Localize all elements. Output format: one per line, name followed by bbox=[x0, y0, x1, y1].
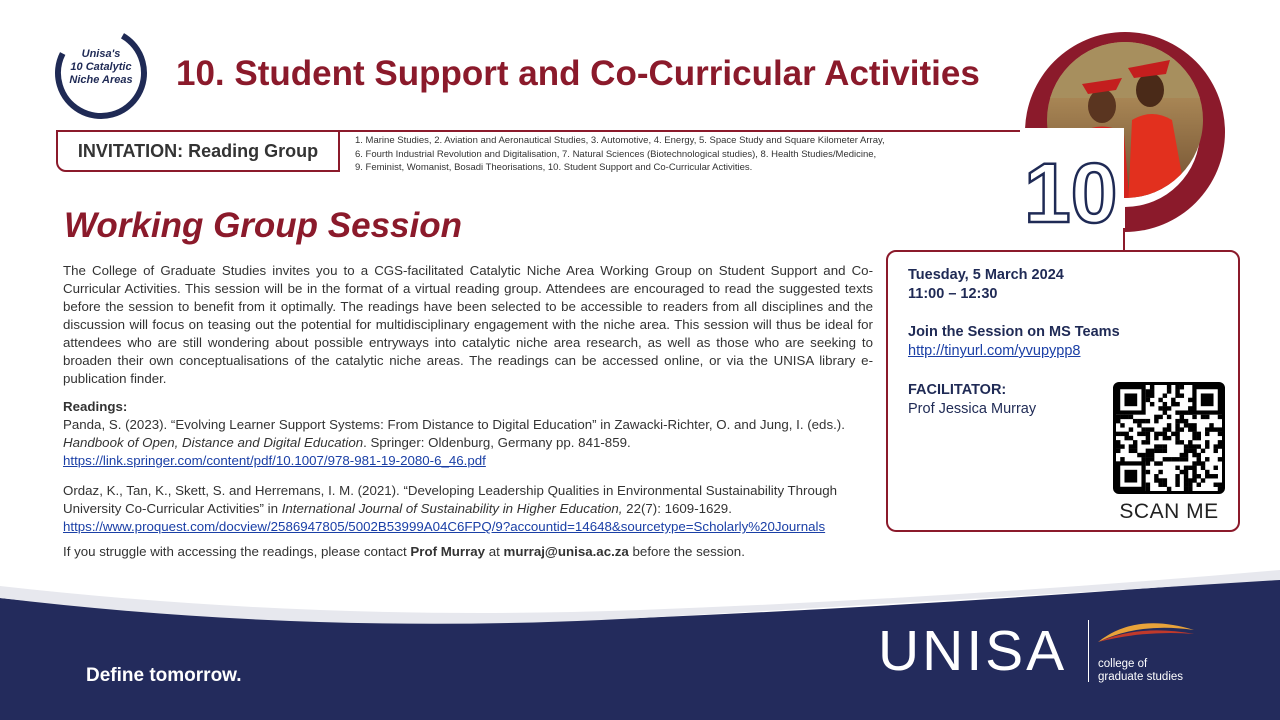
unisa-subtitle-line-1: college of bbox=[1098, 658, 1148, 670]
contact-suffix: before the session. bbox=[628, 544, 745, 559]
reading-2-text: Ordaz, K., Tan, K., Skett, S. and Herremans, I. M. (2021). “Developing Leadership Qualities in Environmental Sustainability Through University Co-Curricular Activities” in bbox=[63, 483, 838, 516]
badge-line-3: Niche Areas bbox=[69, 74, 133, 86]
niche-number: 10 bbox=[1024, 146, 1118, 240]
session-date: Tuesday, 5 March 2024 bbox=[908, 267, 1064, 283]
page-title: 10. Student Support and Co-Curricular Activities bbox=[176, 54, 980, 93]
tagline: Define tomorrow. bbox=[86, 665, 242, 686]
qr-pattern bbox=[1116, 385, 1222, 491]
badge-text bbox=[54, 48, 148, 87]
contact-mid: at bbox=[485, 544, 504, 559]
unisa-subtitle-line-2: graduate studies bbox=[1098, 671, 1184, 683]
join-label: Join the Session on MS Teams bbox=[908, 324, 1120, 340]
teams-link[interactable]: http://tinyurl.com/yvupypp8 bbox=[908, 343, 1081, 359]
reading-1-text: Panda, S. (2023). “Evolving Learner Support Systems: From Distance to Digital Education” in Zawacki-Richter, O. and Jung, I. (eds.). bbox=[63, 417, 845, 432]
reading-2-volume: 22(7): 1609-1629. bbox=[622, 501, 732, 516]
facilitator-name: Prof Jessica Murray bbox=[908, 401, 1037, 417]
readings-section bbox=[63, 398, 878, 548]
niche-areas-line-1: 1. Marine Studies, 2. Aviation and Aeronautical Studies, 3. Automotive, 4. Energy, 5. Space Study and Square Kilometer Array, bbox=[355, 135, 885, 146]
session-info-box bbox=[886, 250, 1240, 532]
reading-1-link[interactable]: https://link.springer.com/content/pdf/10.1007/978-981-19-2080-6_46.pdf bbox=[63, 453, 486, 468]
invitation-label: INVITATION: Reading Group bbox=[56, 130, 340, 172]
niche-areas-list bbox=[355, 134, 1035, 175]
reading-2-link[interactable]: https://www.proquest.com/docview/2586947805/5002B53999A04C6FPQ/9?accountid=14648&sourcetype=Scholarly%20Journals bbox=[63, 519, 826, 534]
graduates-photo-graphic bbox=[1020, 28, 1230, 250]
contact-prefix: If you struggle with accessing the readings, please contact bbox=[63, 544, 411, 559]
facilitator-section bbox=[908, 381, 1036, 419]
reading-1-publisher: . Springer: Oldenburg, Germany pp. 841-859. bbox=[363, 435, 631, 450]
reading-item-2 bbox=[63, 482, 878, 536]
divider-line bbox=[340, 130, 1040, 132]
logo-divider bbox=[1088, 620, 1089, 682]
reading-item-1 bbox=[63, 416, 878, 470]
scan-me-label: SCAN ME bbox=[1119, 500, 1219, 523]
readings-heading: Readings: bbox=[63, 399, 128, 414]
unisa-logo-arc-icon bbox=[1096, 616, 1196, 646]
session-intro: The College of Graduate Studies invites you to a CGS-facilitated Catalytic Niche Area Working Group on Student Support and Co-Curricular Activities. This session will be in the format of a virtual reading group. Attendees are encouraged to read the suggested texts before the session to benefit from it optimally. The readings have been selected to be accessible to readers from all disciplines and the discussion will focus on teasing out the potential for multidisciplinary engagement with the niche area. This session will thus be ideal for attendees who are still wondering about possible entryways into catalytic niche area research, as well as those who are seeking to broaden their own conceptualisations of the catalytic niche areas. The readings can be accessed online, or via the UNISA library e-publication finder. bbox=[63, 263, 873, 386]
unisa-logo-subtitle bbox=[1098, 658, 1183, 684]
niche-areas-line-3: 9. Feminist, Womanist, Bosadi Theorisations, 10. Student Support and Co-Curricular Activities. bbox=[355, 162, 753, 173]
niche-areas-line-2: 6. Fourth Industrial Revolution and Digitalisation, 7. Natural Sciences (Biotechnological studies), 8. Health Studies/Medicine, bbox=[355, 148, 877, 160]
join-section bbox=[908, 323, 1120, 361]
qr-code[interactable] bbox=[1113, 382, 1225, 494]
contact-email[interactable]: murraj@unisa.ac.za bbox=[503, 544, 629, 559]
facilitator-label: FACILITATOR: bbox=[908, 382, 1007, 398]
niche-areas-badge bbox=[54, 26, 148, 120]
badge-line-2: 10 Catalytic bbox=[70, 61, 132, 73]
badge-line-1: Unisa's bbox=[81, 48, 121, 60]
unisa-logo-text: UNISA bbox=[878, 619, 1068, 683]
session-datetime bbox=[908, 266, 1064, 304]
session-heading: Working Group Session bbox=[64, 206, 463, 245]
reading-2-journal: International Journal of Sustainability in Higher Education, bbox=[281, 501, 623, 516]
contact-note bbox=[63, 544, 745, 559]
session-time: 11:00 – 12:30 bbox=[908, 286, 998, 302]
reading-1-book-title: Handbook of Open, Distance and Digital Education bbox=[63, 435, 364, 450]
contact-name: Prof Murray bbox=[410, 544, 486, 559]
